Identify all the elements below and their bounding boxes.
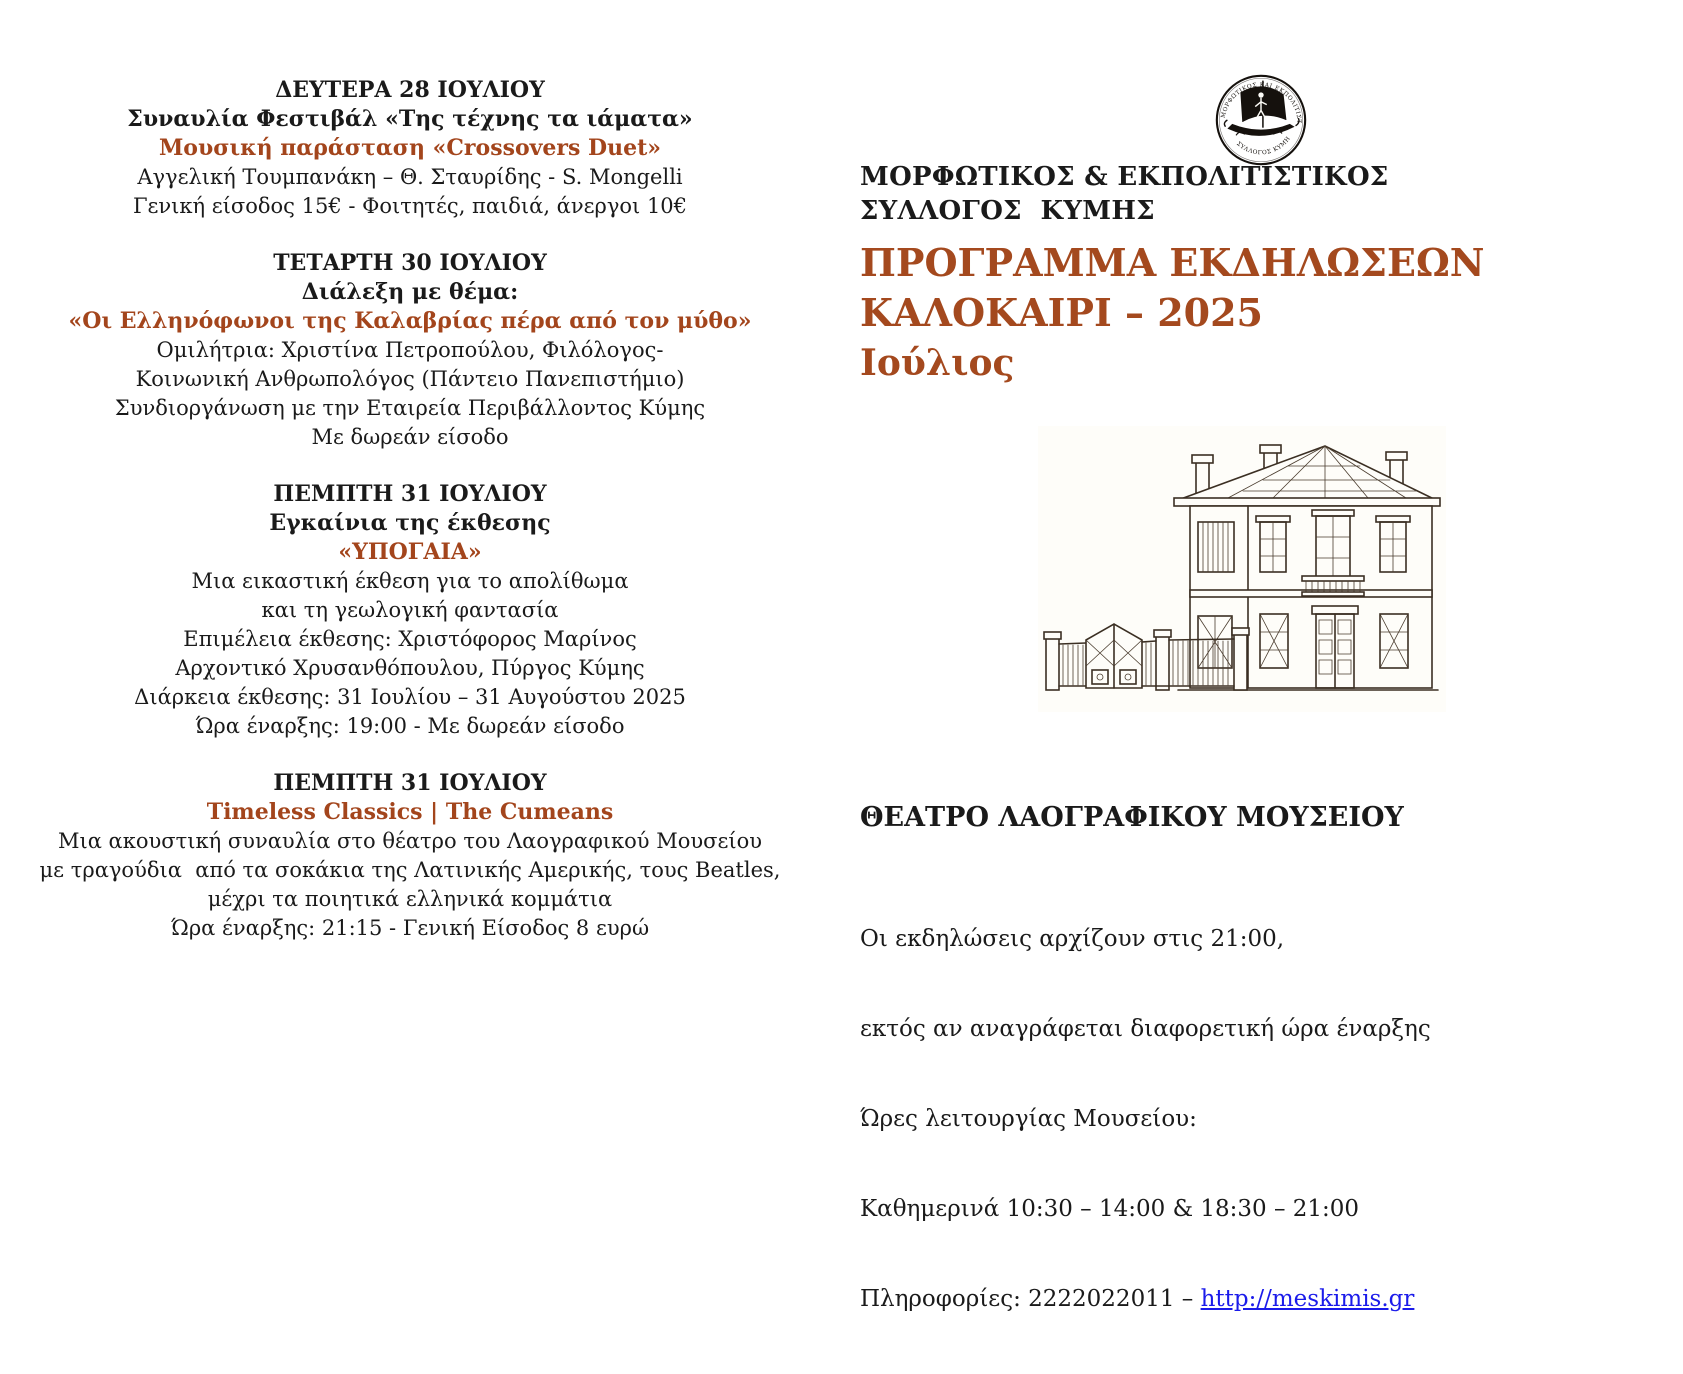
- event-detail: και τη γεωλογική φαντασία: [261, 598, 559, 622]
- event-detail: Μια εικαστική έκθεση για το απολίθωμα: [191, 569, 629, 593]
- event-detail: Μια ακουστική συναυλία στο θέατρο του Λαογραφικού Μουσείου: [57, 829, 763, 853]
- event-section-acoustic-concert: [15, 769, 805, 943]
- seal-ring-text-bottom: ΣΥΛΛΟΓΟΣ ΚΥΜΗ: [1235, 135, 1293, 157]
- event-detail: μέχρι τα ποιητικά ελληνικά κομμάτια: [207, 887, 613, 911]
- program-title-line2: ΚΑΛΟΚΑΙΡΙ – 2025: [860, 290, 1263, 335]
- event-section-concert-festival: [15, 76, 805, 221]
- event-detail: Ώρα έναρξης: 19:00 - Με δωρεάν είσοδο: [195, 714, 625, 738]
- mansion-sketch-image: [1038, 426, 1446, 712]
- event-detail: Επιμέλεια έκθεσης: Χριστόφορος Μαρίνος: [183, 627, 637, 651]
- info-line: Οι εκδηλώσεις αρχίζουν στις 21:00,: [860, 926, 1285, 952]
- ship-seal-icon: [1213, 72, 1309, 168]
- info-line: Ώρες λειτουργίας Μουσείου:: [860, 1106, 1197, 1132]
- event-detail: Αγγελική Τουμπανάκη – Θ. Σταυρίδης - S. Mongelli: [137, 165, 683, 189]
- event-detail: Γενική είσοδος 15€ - Φοιτητές, παιδιά, άνεργοι 10€: [132, 194, 688, 218]
- event-date: ΠΕΜΠΤΗ 31 ΙΟΥΛΙΟΥ: [273, 770, 547, 796]
- event-detail: Ομιλήτρια: Χριστίνα Πετροπούλου, Φιλόλογος-: [156, 338, 664, 362]
- event-date: ΠΕΜΠΤΗ 31 ΙΟΥΛΙΟΥ: [273, 481, 547, 507]
- event-detail: Κοινωνική Ανθρωπολόγος (Πάντειο Πανεπιστήμιο): [135, 367, 685, 391]
- event-detail: Με δωρεάν είσοδο: [311, 425, 509, 449]
- event-highlight: Μουσική παράσταση «Crossovers Duet»: [158, 135, 662, 161]
- event-date: ΔΕΥΤΕΡΑ 28 ΙΟΥΛΙΟΥ: [275, 77, 545, 103]
- event-detail: με τραγούδια από τα σοκάκια της Λατινικής Αμερικής, τους Beatles,: [39, 858, 781, 882]
- event-title: Εγκαίνια της έκθεσης: [269, 510, 551, 536]
- info-line: Καθημερινά 10:30 – 14:00 & 18:30 – 21:00: [860, 1196, 1360, 1222]
- organization-name: ΜΟΡΦΩΤΙΚΟΣ & ΕΚΠΟΛΙΤΙΣΤΙΚΟΣ ΣΥΛΛΟΓΟΣ ΚΥΜΗΣ: [860, 162, 1408, 226]
- events-column: [15, 76, 805, 971]
- event-detail: Αρχοντικό Χρυσανθόπουλου, Πύργος Κύμης: [175, 656, 645, 680]
- website-link[interactable]: http://meskimis.gr: [1200, 1286, 1415, 1312]
- seal-ring-text-top: ΜΟΡΦΩΤΙΚΟΣ ΚΑΙ ΕΚΠΟΛΙΤΙΣΤ: [1220, 82, 1302, 124]
- event-section-exhibition: [15, 480, 805, 741]
- event-detail: Συνδιοργάνωση με την Εταιρεία Περιβάλλοντος Κύμης: [114, 396, 706, 420]
- mansion-sketch-illustration: [1038, 426, 1446, 712]
- event-detail: Διάρκεια έκθεσης: 31 Ιουλίου – 31 Αυγούστου 2025: [134, 685, 686, 709]
- event-date: ΤΕΤΑΡΤΗ 30 ΙΟΥΛΙΟΥ: [273, 250, 547, 276]
- event-section-lecture: [15, 249, 805, 452]
- event-highlight: Timeless Classics | The Cumeans: [206, 799, 614, 825]
- event-highlight: «Οι Ελληνόφωνοι της Καλαβρίας πέρα από τον μύθο»: [68, 308, 752, 334]
- info-block: [860, 864, 1525, 1374]
- program-title: [860, 238, 1525, 388]
- ship-seal-logo: [1213, 72, 1309, 168]
- program-title-month: Ιούλιος: [860, 342, 1015, 384]
- venue-heading: ΘΕΑΤΡΟ ΛΑΟΓΡΑΦΙΚΟΥ ΜΟΥΣΕΙΟΥ: [860, 802, 1404, 833]
- contact-line: [860, 1284, 1525, 1314]
- event-detail: Ώρα έναρξης: 21:15 - Γενική Είσοδος 8 ευρώ: [170, 916, 650, 940]
- event-highlight: «ΥΠΟΓΑΙΑ»: [338, 539, 482, 565]
- event-title: Διάλεξη με θέμα:: [301, 279, 519, 305]
- contact-phone: Πληροφορίες: 2222022011 –: [860, 1286, 1201, 1312]
- info-line: εκτός αν αναγράφεται διαφορετική ώρα έναρξης: [860, 1016, 1431, 1042]
- event-title: Συναυλία Φεστιβάλ «Της τέχνης τα ιάματα»: [127, 106, 693, 132]
- program-title-line1: ΠΡΟΓΡΑΜΜΑ ΕΚΔΗΛΩΣΕΩΝ: [860, 240, 1485, 285]
